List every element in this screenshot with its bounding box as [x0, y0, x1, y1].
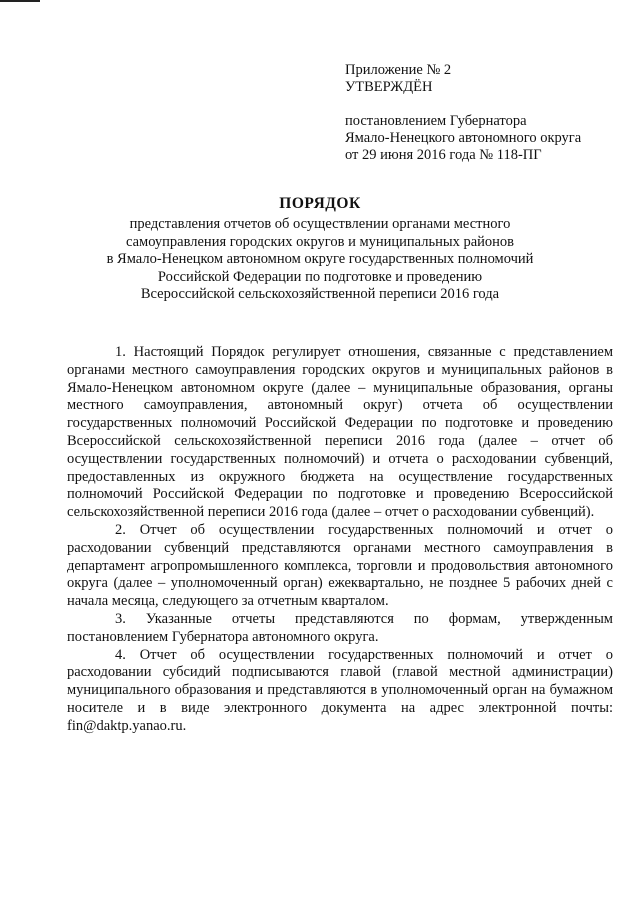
subtitle-line: самоуправления городских округов и муниципальных районов — [125, 233, 515, 250]
approval-date-line: от 29 июня 2016 года № 118-ПГ — [345, 147, 542, 163]
approval-decree-line: постановлением Губернатора — [345, 113, 527, 129]
subtitle-line: представления отчетов об осуществлении органами местного — [129, 216, 511, 232]
document-body — [67, 344, 613, 736]
subtitle-line: в Ямало-Ненецком автономном округе государственных полномочий — [106, 251, 534, 267]
subtitle-line: Российской Федерации по подготовке и проведению — [157, 268, 483, 285]
approval-spacer — [345, 96, 625, 113]
approval-stamp-block — [345, 62, 625, 164]
approval-region-line: Ямало-Ненецкого автономного округа — [345, 130, 582, 146]
paragraph-2: 2. Отчет об осуществлении государственных полномочий и отчет о расходовании субвенций представляются органами местного самоуправления в департамент агропромышленного комплекса, торговли и продовольствия автономного округа (далее – уполномоченный орган) ежеквартально, не позднее 5 рабочих дней с начала месяца, следующего за отчетным кварталом. — [67, 521, 613, 610]
paragraph-4: 4. Отчет об осуществлении государственных полномочий и отчет о расходовании субсидий подписываются главой (главой местной администрации) муниципального образования и представляются в уполномоченный орган на бумажном носителе и в виде электронного документа на адрес электронной почты: fin@daktp.yanao.ru. — [67, 646, 613, 734]
appendix-number: Приложение № 2 — [345, 62, 452, 78]
document-title: ПОРЯДОК — [279, 195, 361, 212]
subtitle-line: Всероссийской сельскохозяйственной переписи 2016 года — [140, 286, 500, 302]
paragraph-1: 1. Настоящий Порядок регулирует отношения, связанные с представлением органами местного самоуправления городских округов и муниципальных районов в Ямало-Ненецком автономном округе (далее – муниципальные образования, органы местного самоуправления, автономный округ) отчета об осуществлении государственных полномочий Российской Федерации по подготовке и проведению Всероссийской сельскохозяйственной переписи 2016 года (далее – отчет об осуществлении государственных полномочий) и отчета о расходовании субвенций, предоставленных из окружного бюджета на осуществление государственных полномочий Российской Федерации по подготовке и проведению Всероссийской сельскохозяйственной переписи 2016 года (далее – отчет о расходовании субвенций). — [67, 344, 613, 521]
document-subtitle — [60, 216, 580, 304]
scan-corner-mark — [0, 0, 40, 2]
document-title-block — [60, 194, 580, 304]
paragraph-3: 3. Указанные отчеты представляются по формам, утвержденным постановлением Губернатора автономного округа. — [67, 610, 613, 645]
approved-label: УТВЕРЖДЁН — [345, 79, 433, 95]
